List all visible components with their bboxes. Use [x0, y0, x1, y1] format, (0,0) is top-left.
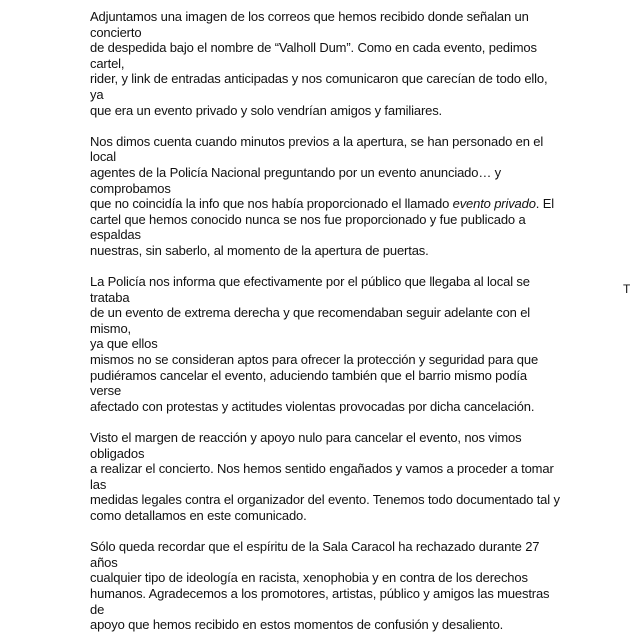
paragraph-3: La Policía nos informa que efectivamente por el público que llegaba al local se trataba de un evento de extrema derecha y que recomendaban seguir adelante con el mismo, ya que ellos mismos no se consideran aptos para ofrecer la protección y seguridad para que pudiéramos cancelar el evento, aduciendo también que el barrio mismo podía verse afectado con protestas y actitudes violentas provocadas por dicha cancelación.: [90, 274, 539, 414]
document-body: [90, 9, 560, 633]
paragraph-4: Visto el margen de reacción y apoyo nulo para cancelar el evento, nos vimos obligados a realizar el concierto. Nos hemos sentido engañados y vamos a proceder a tomar las medidas legales contra el organizador del evento. Tenemos todo documentado tal y como detallamos en este comunicado.: [90, 430, 560, 523]
paragraph-5: Sólo queda recordar que el espíritu de la Sala Caracol ha rechazado durante 27 años cualquier tipo de ideología en racista, xenophobia y en contra de los derechos humanos. Agradecemos a los promotores, artistas, público y amigos las muestras de apoyo que hemos recibido en estos momentos de confusión y desaliento.: [90, 539, 550, 633]
paragraph-2: [90, 134, 560, 259]
paragraph-2-text-before: Nos dimos cuenta cuando minutos previos a la apertura, se han personado en el local agentes de la Policía Nacional preguntando por un evento anunciado… y comprobamos que no coincidía la info que nos había proporcionado el llamado: [90, 133, 544, 212]
paragraph-2-italic-phrase: evento privado: [452, 196, 536, 212]
paragraph-1: Adjuntamos una imagen de los correos que hemos recibido donde señalan un concierto de despedida bajo el nombre de “Valholl Dum”. Como en cada evento, pedimos cartel, rider, y link de entradas anticipadas y nos comunicaron que carecían de todo ello, ya que era un evento privado y solo vendrían amigos y familiares.: [90, 9, 548, 118]
paragraph-2-text-after: . El cartel que hemos conocido nunca se nos fue proporcionado y fue publicado a espaldas nuestras, sin saberlo, al momento de la apertura de puertas.: [90, 196, 554, 258]
edge-mark-letter: T: [623, 282, 630, 296]
